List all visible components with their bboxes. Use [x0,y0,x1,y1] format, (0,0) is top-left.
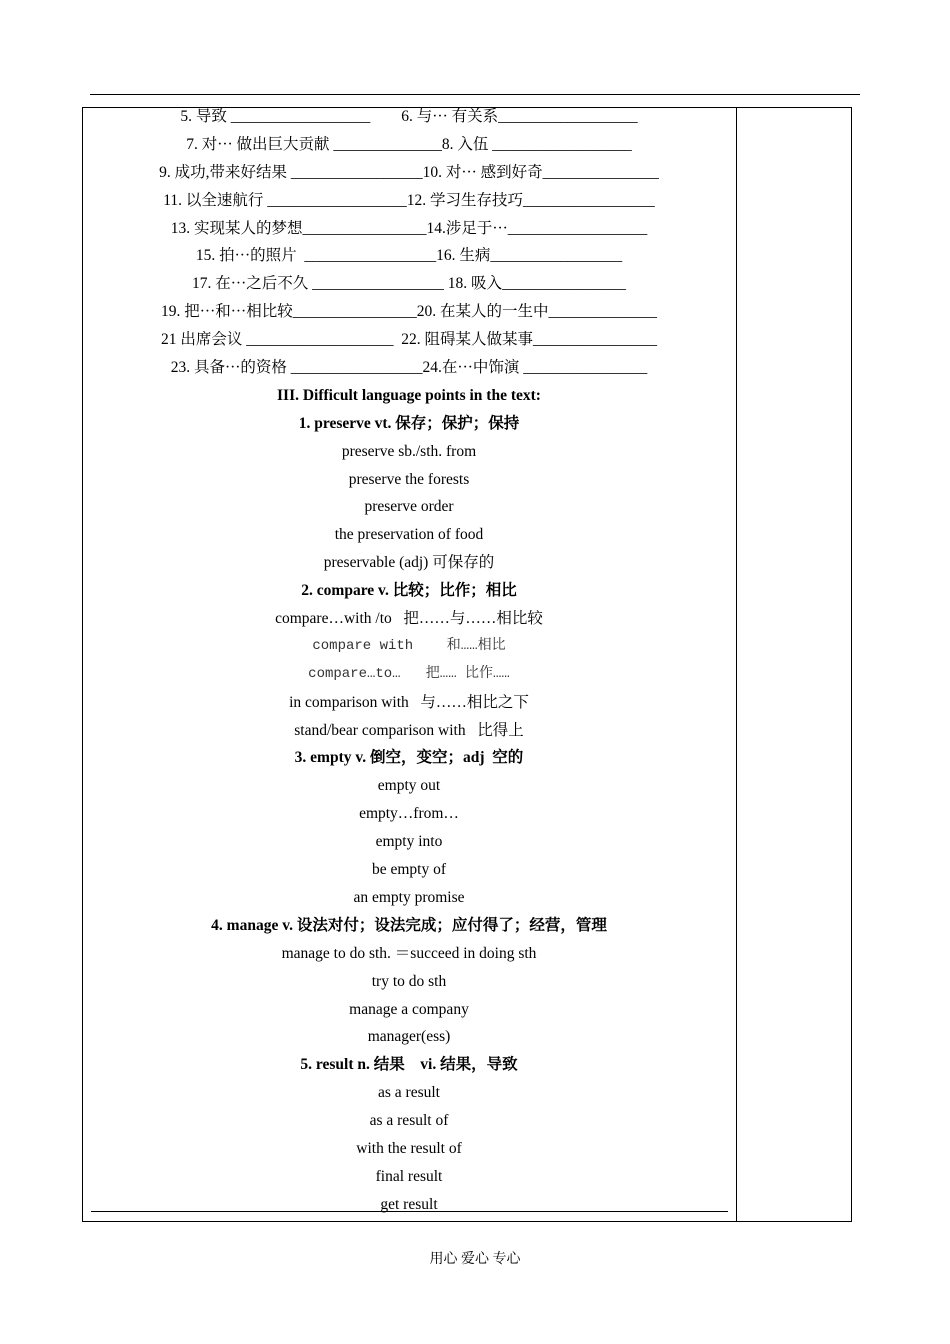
point-item: as a result of [369,1112,449,1130]
point-item: preserve the forests [348,470,470,488]
point-item: be empty of [371,861,447,879]
point-heading: 4. manage v. 设法对付；设法完成；应付得了；经营，管理 [211,916,607,934]
vocab-line: 7. 对··· 做出巨大贡献 ______________8. 入伍 __________________ [186,135,632,153]
vocab-line: 15. 拍···的照片 _________________16. 生病_________________ [195,247,623,265]
header-rule [90,94,860,95]
point-item: manage a company [349,1000,469,1018]
vocab-line: 19. 把···和···相比较________________20. 在某人的一生中______________ [161,303,657,321]
cell-bottom-rule [91,1211,728,1212]
point-item: compare with 和……相比 [312,637,506,654]
point-item: compare…to… 把…… 比作…… [308,665,510,682]
point-item: with the result of [356,1139,462,1157]
section-title: III. Difficult language points in the text: [277,386,541,404]
point-item: stand/bear comparison with 比得上 [294,721,524,739]
vocab-line: 5. 导致 __________________ 6. 与··· 有关系__________________ [180,108,638,125]
point-item: compare…with /to 把……与……相比较 [275,610,543,628]
point-item: manage to do sth. ＝succeed in doing sth [281,944,537,962]
point-item: final result [375,1167,443,1185]
point-heading: 1. preserve vt. 保存；保护；保持 [298,414,520,432]
point-item: get result [380,1195,438,1213]
vocab-line: 13. 实现某人的梦想________________14.涉足于···__________________ [170,219,648,237]
vocab-line: 23. 具备···的资格 _________________24.在···中饰演 ________________ [170,359,648,377]
point-item: empty out [377,777,441,795]
vocab-line: 11. 以全速航行 __________________12. 学习生存技巧_________________ [163,191,655,209]
vocab-list [82,103,736,382]
point-item: preserve order [364,498,454,516]
point-item: empty into [375,833,443,851]
point-heading: 3. empty v. 倒空，变空；adj 空的 [294,749,524,767]
page-footer: 用心 爱心 专心 [429,1252,521,1267]
point-heading: 2. compare v. 比较；比作；相比 [301,582,517,600]
point-item: the preservation of food [334,526,484,544]
point-empty [82,744,736,911]
main-cell [82,103,736,1219]
point-preserve [82,410,736,577]
point-item: as a result [378,1084,440,1102]
point-item: preservable (adj) 可保存的 [323,554,495,572]
point-item: try to do sth [371,972,447,990]
vocab-line: 17. 在···之后不久 _________________ 18. 吸入________________ [192,275,626,293]
point-heading: 5. result n. 结果 vi. 结果，导致 [300,1056,518,1074]
point-item: manager(ess) [367,1028,451,1046]
point-item: empty…from… [359,805,459,823]
point-item: an empty promise [353,888,465,906]
point-compare [82,577,736,744]
vocab-line: 21 出席会议 ___________________ 22. 阻碍某人做某事________________ [160,331,657,349]
point-manage [82,912,736,1051]
point-result [82,1051,736,1218]
vocab-line: 9. 成功,带来好结果 _________________10. 对··· 感到好奇_______________ [159,163,659,181]
column-divider [736,107,737,1222]
point-item: preserve sb./sth. from [341,442,477,460]
point-item: in comparison with 与……相比之下 [289,693,529,711]
